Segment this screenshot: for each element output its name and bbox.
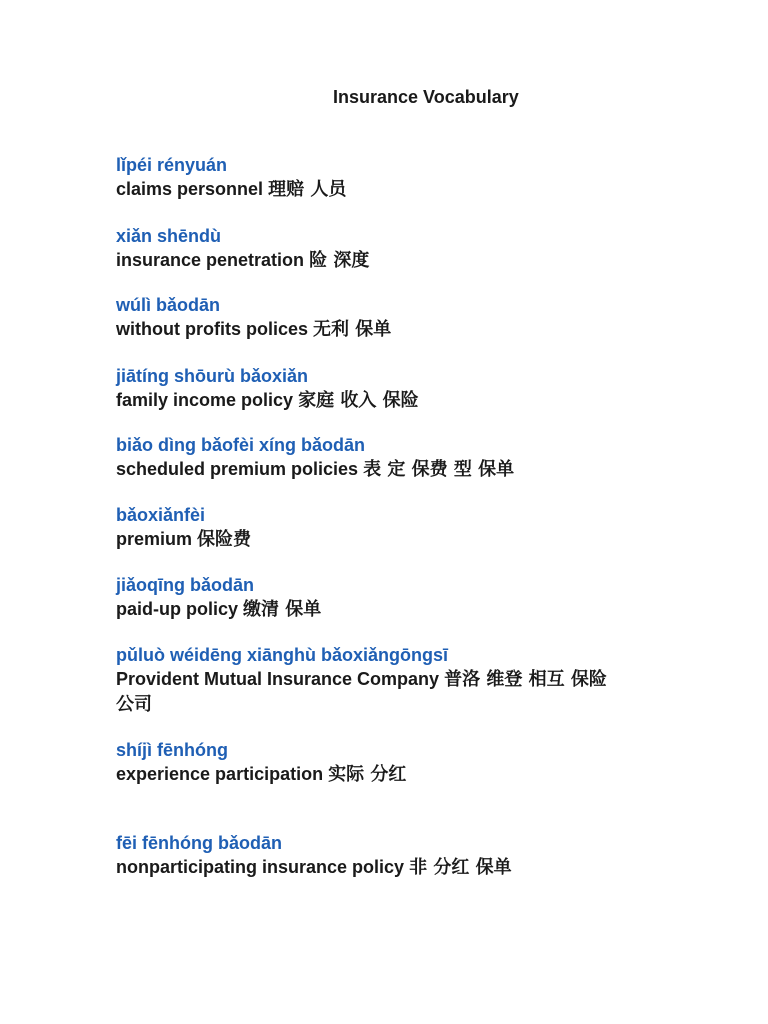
pinyin: lǐpéi rényuán [116, 155, 228, 175]
english-term: without profits polices [116, 319, 308, 339]
chinese-term: 无利 保单 [313, 319, 392, 340]
chinese-term: 险 深度 [309, 250, 370, 271]
english-term: premium [116, 529, 193, 549]
vocab-entry-9 [116, 738, 616, 787]
pinyin: shíjì fēnhóng [116, 740, 228, 760]
translation [116, 667, 616, 717]
chinese-term: 普洛 维登 相互 保险公司 [116, 669, 607, 715]
chinese-term: 实际 分红 [328, 764, 407, 785]
pinyin: bǎoxiǎnfèi [116, 505, 206, 525]
english-term: paid-up policy [116, 599, 239, 619]
page-title: Insurance Vocabulary [333, 87, 519, 107]
pinyin: pǔluò wéidēng xiānghù bǎoxiǎngōngsī [116, 645, 449, 665]
english-term: scheduled premium policies [116, 459, 359, 479]
translation [116, 855, 616, 880]
pinyin: jiātíng shōurù bǎoxiǎn [116, 366, 309, 386]
english-term: insurance penetration [116, 250, 305, 270]
english-term: nonparticipating insurance policy [116, 857, 405, 877]
chinese-term: 保险费 [197, 529, 252, 550]
chinese-term: 非 分红 保单 [409, 857, 512, 878]
pinyin: xiǎn shēndù [116, 226, 222, 246]
english-term: Provident Mutual Insurance Company [116, 669, 440, 689]
chinese-term: 缴清 保单 [243, 599, 322, 620]
vocab-entry-6 [116, 503, 616, 552]
vocab-entry-10 [116, 831, 616, 880]
vocab-entry-7 [116, 573, 616, 622]
pinyin: jiǎoqīng bǎodān [116, 575, 254, 595]
translation [116, 762, 616, 787]
translation [116, 317, 616, 342]
translation [116, 388, 616, 413]
chinese-term: 表 定 保费 型 保单 [363, 459, 515, 480]
pinyin: wúlì bǎodān [116, 295, 221, 315]
translation [116, 457, 616, 482]
vocab-entry-5 [116, 433, 616, 482]
vocab-entry-4 [116, 364, 616, 413]
english-term: claims personnel [116, 179, 264, 199]
vocab-entry-2 [116, 224, 616, 273]
translation [116, 527, 616, 552]
vocab-entry-3 [116, 293, 616, 342]
chinese-term: 理赔 人员 [268, 179, 347, 200]
vocab-entry-1 [116, 153, 616, 202]
english-term: family income policy [116, 390, 294, 410]
pinyin: fēi fēnhóng bǎodān [116, 833, 282, 853]
translation [116, 248, 616, 273]
english-term: experience participation [116, 764, 324, 784]
vocab-entry-8 [116, 643, 616, 717]
chinese-term: 家庭 收入 保险 [298, 390, 419, 411]
translation [116, 597, 616, 622]
pinyin: biǎo dìng bǎofèi xíng bǎodān [116, 435, 366, 455]
translation [116, 177, 616, 202]
